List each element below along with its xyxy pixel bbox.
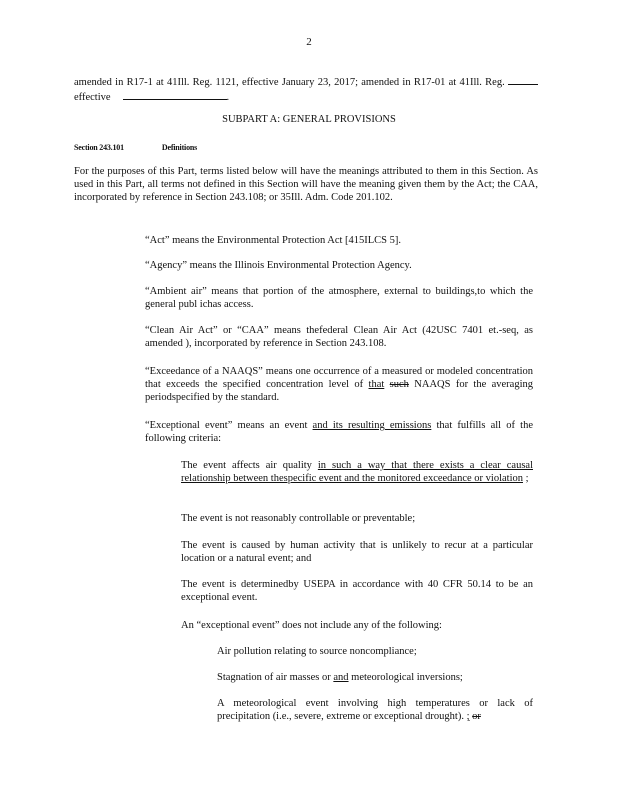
subpart-heading: SUBPART A: GENERAL PROVISIONS bbox=[222, 114, 396, 125]
criterion-4: The event is determinedby USEPA in accordance with 40 CFR 50.14 to be an exceptional event. bbox=[181, 579, 533, 603]
definition-exceedance bbox=[145, 365, 533, 404]
text-run: ; bbox=[523, 473, 529, 484]
amendment-text: amended in R17-1 at 41Ill. Reg. 1121, effective January 23, 2017; amended in R17-01 at 41Ill. Reg. bbox=[74, 77, 508, 88]
text-run: “Exceptional event” means an event bbox=[145, 420, 313, 431]
amendment-history bbox=[74, 74, 538, 104]
criterion-3: The event is caused by human activity that is unlikely to recur at a particular location or a natural event; and bbox=[181, 540, 533, 564]
criterion-1 bbox=[181, 459, 533, 485]
exclusion-3 bbox=[217, 697, 533, 723]
blank-line bbox=[508, 74, 538, 85]
deleted-text: such bbox=[389, 379, 409, 390]
intro-paragraph: For the purposes of this Part, terms listed below will have the meanings attributed to them in this Section. As used in this Part, all terms not defined in this Section will have the meaning given them by the Act; the CAA, incorporated by reference in Section 243.108; or 35Ill. Adm. Code 201.102. bbox=[74, 166, 538, 203]
inserted-text: and its resulting emissions bbox=[312, 420, 432, 431]
text-run: Stagnation of air masses or bbox=[217, 672, 334, 683]
inserted-text: in such a way that there exists a clear causal relationship between thespecific event and the monitored exceedance or violation bbox=[181, 460, 533, 484]
text-run: NAAQS for the averaging periodspecified by the standard. bbox=[145, 379, 534, 403]
section-heading bbox=[74, 141, 538, 154]
inserted-text: and bbox=[333, 672, 349, 683]
exclusion-1: Air pollution relating to source noncompliance; bbox=[217, 646, 417, 657]
definition-exceptional-event bbox=[145, 419, 533, 445]
definition-agency: “Agency” means the Illinois Environmental Protection Agency. bbox=[145, 260, 412, 271]
text-run: “Exceedance of a NAAQS” means one occurrence of a measured or modeled concentration that exceeds the specified concentration level of bbox=[145, 366, 533, 390]
page-number: 2 bbox=[306, 36, 312, 48]
blank-line bbox=[123, 89, 227, 100]
text-run: that fulfills all of the following criteria: bbox=[145, 420, 534, 444]
deleted-text: or bbox=[472, 711, 481, 722]
definition-ambient-air: “Ambient air” means that portion of the atmosphere, external to buildings,to which the general publ ichas access. bbox=[145, 286, 533, 310]
criterion-2: The event is not reasonably controllable or preventable; bbox=[181, 513, 416, 524]
exclusion-2 bbox=[217, 671, 533, 684]
section-number: Section 243.101 bbox=[74, 143, 124, 152]
exclusions-intro: An “exceptional event” does not include any of the following: bbox=[181, 620, 442, 631]
text-run: The event affects air quality bbox=[181, 460, 318, 471]
section-title: Definitions bbox=[161, 143, 198, 152]
inserted-text: that bbox=[368, 379, 385, 390]
text-run: meteorological inversions; bbox=[348, 672, 463, 683]
amendment-effective: effective bbox=[74, 92, 111, 103]
inserted-text: ; bbox=[466, 711, 470, 722]
definition-clean-air-act: “Clean Air Act” or “CAA” means thefederal Clean Air Act (42USC 7401 et.-seq, as amended ), incorporated by reference in Section 243.108. bbox=[145, 325, 533, 349]
text-run: A meteorological event involving high temperatures or lack of precipitation (i.e., severe, extreme or exceptional drought). bbox=[217, 698, 533, 722]
amendment-period: . bbox=[226, 92, 230, 103]
definition-act: “Act” means the Environmental Protection Act [415ILCS 5]. bbox=[145, 235, 402, 246]
